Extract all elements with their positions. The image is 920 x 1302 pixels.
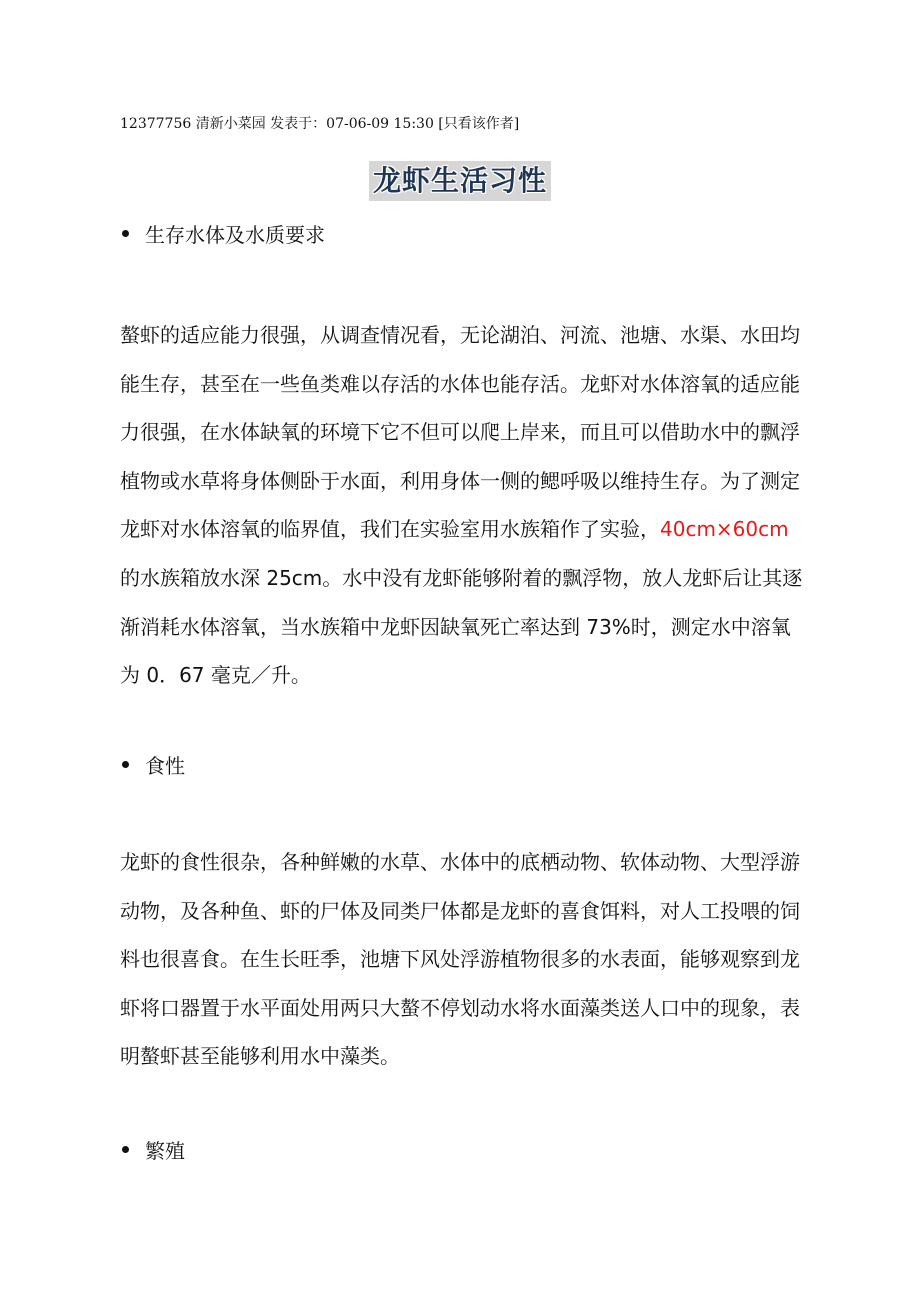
bullet-icon — [122, 1146, 129, 1153]
section-heading-diet — [122, 751, 185, 781]
post-meta: 12377756 清新小菜园 发表于：07-06-09 15:30 [只看该作者] — [120, 116, 520, 132]
bullet-icon — [122, 230, 129, 237]
section-heading-label: 生存水体及水质要求 — [145, 223, 325, 247]
section-heading-label: 食性 — [145, 754, 185, 778]
bullet-icon — [122, 761, 129, 768]
title-container — [0, 161, 920, 201]
paragraph-text: 的水族箱放水深 25cm。水中没有龙虾能够附着的飘浮物，放人龙虾后让其逐渐消耗水体溶氧，当水族箱中龙虾因缺氧死亡率达到 73%时，测定水中溶氧为 0．67 毫克／升。 — [120, 565, 803, 688]
section-heading-label: 繁殖 — [145, 1139, 185, 1163]
paragraph-text: 龙虾的食性很杂，各种鲜嫩的水草、水体中的底栖动物、软体动物、大型浮游动物，及各种鱼、虾的尸体及同类尸体都是龙虾的喜食饵料，对人工投喂的饲料也很喜食。在生长旺季，池塘下风处浮游植物很多的水表面，能够观察到龙虾将口器置于水平面处用两只大螯不停划动水将水面藻类送人口中的现象，表明螯虾甚至能够利用水中藻类。 — [120, 850, 800, 1069]
section-paragraph-water — [120, 311, 810, 700]
paragraph-text: 螯虾的适应能力很强，从调查情况看，无论湖泊、河流、池塘、水渠、水田均能生存，甚至在一些鱼类难以存活的水体也能存活。龙虾对水体溶氧的适应能力很强，在水体缺氧的环境下它不但可以爬上岸来，而且可以借助水中的飘浮植物或水草将身体侧卧于水面，利用身体一侧的鳃呼吸以维持生存。为了测定龙虾对水体溶氧的临界值，我们在实验室用水族箱作了实验， — [120, 323, 800, 542]
section-paragraph-diet — [120, 838, 810, 1081]
page-title: 龙虾生活习性 — [369, 161, 551, 201]
section-heading-water — [122, 220, 325, 250]
section-heading-breeding — [122, 1136, 185, 1166]
highlight-text: 40cm×60cm — [660, 517, 789, 542]
